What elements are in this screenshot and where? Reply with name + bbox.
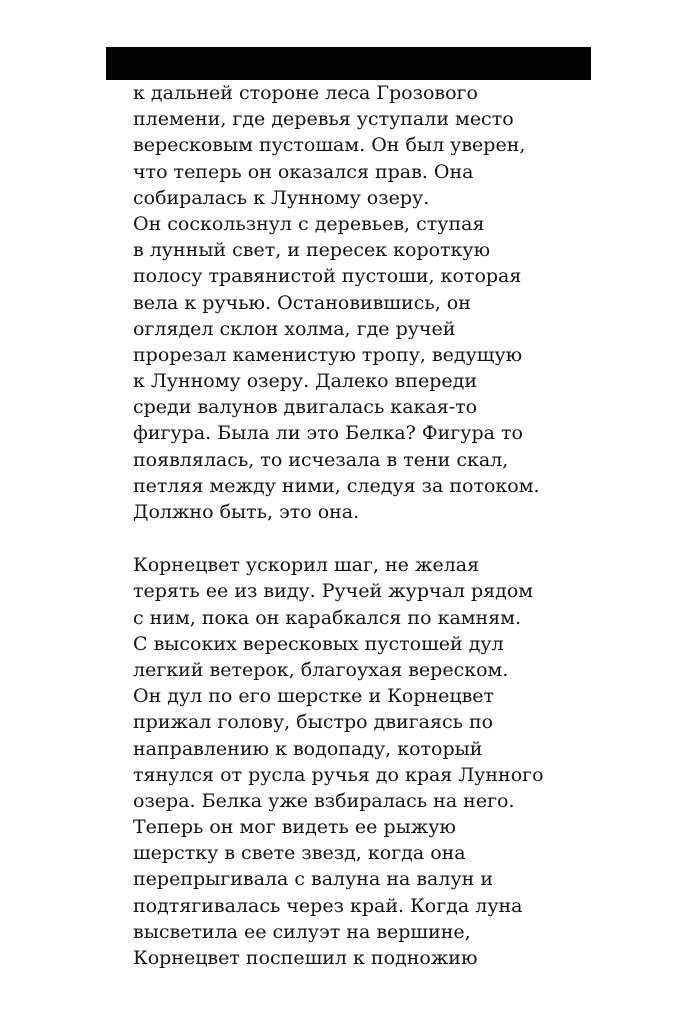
text-line: озера. Белка уже взбиралась на него. <box>133 789 515 812</box>
paragraph-1 <box>133 80 603 525</box>
text-line: петляя между ними, следуя за потоком. <box>133 474 540 497</box>
text-line: вела к ручью. Остановившись, он <box>133 291 471 314</box>
text-line: Корнецвет поспешил к подножию <box>133 947 478 969</box>
text-line: высветила ее силуэт на вершине, <box>133 920 471 943</box>
text-line: тянулся от русла ручья до края Лунного <box>133 763 544 786</box>
page-text <box>133 80 603 971</box>
paragraph-spacer <box>133 525 603 552</box>
paragraph-2 <box>133 552 603 971</box>
text-line: оглядел склон холма, где ручей <box>133 317 456 340</box>
text-line: к Лунному озеру. Далеко впереди <box>133 370 477 393</box>
text-line: легкий ветерок, благоухая вереском. <box>133 658 509 681</box>
text-line: терять ее из виду. Ручей журчал рядом <box>133 580 534 603</box>
text-line: к дальней стороне леса Грозового <box>133 82 478 104</box>
text-line: полосу травянистой пустоши, которая <box>133 265 522 288</box>
text-line: подтягивалась через край. Когда луна <box>133 894 523 917</box>
text-line: появлялась, то исчезала в тени скал, <box>133 448 509 471</box>
text-line: в лунный свет, и пересек короткую <box>133 239 491 262</box>
text-line: Он дул по его шерстке и Корнецвет <box>133 685 495 708</box>
text-line: среди валунов двигалась какая-то <box>133 396 478 419</box>
redaction-bar <box>106 47 591 80</box>
text-line: Теперь он мог видеть ее рыжую <box>133 816 456 839</box>
text-line: Корнецвет ускорил шаг, не желая <box>133 554 480 577</box>
text-line: С высоких вересковых пустошей дул <box>133 632 504 655</box>
text-line: перепрыгивала с валуна на валун и <box>133 868 493 891</box>
text-line: фигура. Была ли это Белка? Фигура то <box>133 422 523 445</box>
text-line: прижал голову, быстро двигаясь по <box>133 711 494 734</box>
text-line: вересковым пустошам. Он был уверен, <box>133 134 526 157</box>
text-line: что теперь он оказался прав. Она <box>133 160 474 183</box>
text-line: прорезал каменистую тропу, ведущую <box>133 343 523 366</box>
text-line: Должно быть, это она. <box>133 501 360 523</box>
text-line: племени, где деревья уступали место <box>133 108 514 131</box>
text-line: с ним, пока он карабкался по камням. <box>133 606 522 629</box>
text-line: собиралась к Лунному озеру. <box>133 186 430 209</box>
text-line: шерстку в свете звезд, когда она <box>133 842 466 865</box>
text-line: Он соскользнул с деревьев, ступая <box>133 212 485 235</box>
text-line: направлению к водопаду, который <box>133 737 483 760</box>
